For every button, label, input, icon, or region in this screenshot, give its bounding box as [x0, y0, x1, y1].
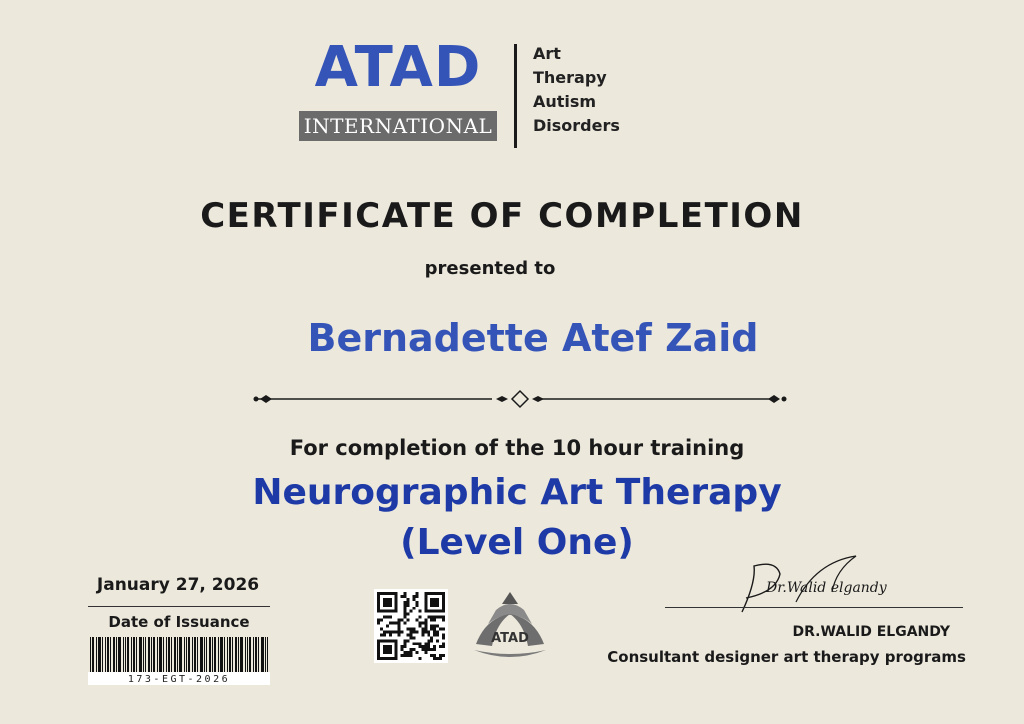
qr-cell	[424, 642, 427, 645]
qr-cell	[407, 627, 410, 630]
barcode-bar	[153, 637, 155, 672]
qr-cell	[401, 595, 404, 598]
barcode-bar	[166, 637, 167, 672]
qr-cell	[401, 648, 404, 651]
qr-cell	[424, 625, 427, 628]
qr-cell	[392, 630, 395, 633]
qr-cell	[404, 654, 407, 657]
qr-cell	[412, 627, 415, 630]
qr-cell	[427, 630, 430, 633]
barcode-bar	[258, 637, 259, 672]
completion-line: For completion of the 10 hour training	[289, 436, 745, 460]
barcode-bar	[247, 637, 248, 672]
qr-cell	[380, 627, 383, 630]
qr-cell	[430, 598, 439, 607]
qr-cell	[418, 616, 421, 619]
barcode-bar	[186, 637, 187, 672]
qr-cell	[427, 648, 430, 651]
signature-text: Dr.Walid elgandy	[766, 580, 887, 596]
barcode-bar	[123, 637, 124, 672]
qr-code-icon	[374, 589, 448, 663]
qr-cell	[401, 630, 404, 633]
qr-cell	[380, 633, 383, 636]
logo-subline: INTERNATIONAL	[299, 111, 497, 141]
barcode-bar	[267, 637, 268, 672]
emblem-text: ATAD	[491, 631, 529, 646]
qr-cell	[389, 622, 392, 625]
barcode-bar	[102, 637, 103, 672]
qr-cell	[415, 592, 418, 595]
barcode-bar	[139, 637, 142, 672]
qr-cell	[407, 598, 410, 601]
qr-cell	[430, 627, 433, 630]
barcode-bar	[261, 637, 264, 672]
barcode-bar	[171, 637, 172, 672]
barcode-bar	[145, 637, 146, 672]
qr-cell	[398, 627, 401, 630]
barcode-bar	[249, 637, 251, 672]
barcode-bar	[98, 637, 101, 672]
qr-cell	[398, 633, 401, 636]
barcode-bar	[118, 637, 121, 672]
qr-cell	[404, 651, 407, 654]
qr-cell	[398, 630, 401, 633]
logo-divider	[514, 44, 517, 148]
qr-cell	[430, 636, 433, 639]
barcode-bar	[218, 637, 219, 672]
qr-cell	[395, 630, 398, 633]
qr-cell	[436, 657, 439, 660]
qr-cell	[421, 622, 424, 625]
qr-cell	[404, 607, 407, 610]
barcode-bar	[105, 637, 106, 672]
date-underline	[88, 606, 270, 607]
qr-cell	[427, 633, 430, 636]
issuance-label: Date of Issuance	[108, 613, 250, 631]
qr-cell	[410, 636, 413, 639]
qr-cell	[436, 630, 439, 633]
issuance-date: January 27, 2026	[96, 575, 260, 595]
qr-cell	[404, 592, 407, 595]
barcode-bar	[235, 637, 237, 672]
barcode-bar	[265, 637, 266, 672]
qr-cell	[404, 601, 407, 604]
qr-cell	[410, 627, 413, 630]
qr-cell	[436, 616, 439, 619]
qr-cell	[442, 642, 445, 645]
barcode-text: 173-EGT-2026	[127, 674, 231, 685]
barcode-bar	[151, 637, 152, 672]
logo-wordmark: ATAD	[314, 35, 482, 100]
qr-cell	[442, 619, 445, 622]
qr-cell	[424, 630, 427, 633]
qr-cell	[427, 645, 430, 648]
qr-cell	[430, 619, 433, 622]
qr-cell	[412, 595, 415, 598]
qr-cell	[412, 630, 415, 633]
qr-cell	[433, 627, 436, 630]
qr-cell	[383, 630, 386, 633]
barcode-bar	[188, 637, 190, 672]
qr-cell	[377, 622, 380, 625]
barcode-bar	[220, 637, 223, 672]
barcode-bar	[113, 637, 115, 672]
qr-cell	[412, 648, 415, 651]
barcode-bar	[240, 637, 243, 672]
qr-cell	[398, 619, 401, 622]
barcode-bar	[131, 637, 132, 672]
course-title-line-2: (Level One)	[400, 522, 634, 563]
qr-cell	[412, 636, 415, 639]
qr-cell	[415, 604, 418, 607]
qr-cell	[433, 630, 436, 633]
barcode-bar	[148, 637, 150, 672]
qr-cell	[418, 610, 421, 613]
qr-cell	[436, 639, 439, 642]
qr-cell	[418, 657, 421, 660]
barcode-bar	[204, 637, 205, 672]
qr-cell	[421, 645, 424, 648]
barcode-bar	[136, 637, 137, 672]
barcode-icon	[88, 637, 270, 685]
barcode-bars	[90, 637, 268, 672]
qr-cell	[424, 622, 427, 625]
qr-cell	[427, 616, 430, 619]
qr-cell	[415, 595, 418, 598]
qr-cell	[418, 642, 421, 645]
qr-cell	[386, 616, 389, 619]
logo-tagline-line: Art	[533, 44, 561, 63]
qr-cell	[442, 616, 445, 619]
barcode-bar	[116, 637, 117, 672]
logo-tagline-line: Therapy	[533, 68, 607, 87]
certificate-title: CERTIFICATE OF COMPLETION	[200, 196, 804, 236]
presented-to-label: presented to	[424, 258, 556, 279]
qr-cell	[436, 625, 439, 628]
qr-cell	[404, 616, 407, 619]
barcode-bar	[238, 637, 239, 672]
logo-tagline-line: Autism	[533, 92, 597, 111]
qr-cell	[377, 619, 380, 622]
qr-cell	[424, 645, 427, 648]
qr-cell	[404, 622, 407, 625]
qr-cell	[383, 645, 392, 654]
qr-cell	[415, 642, 418, 645]
barcode-bar	[133, 637, 135, 672]
qr-cell	[407, 651, 410, 654]
qr-cell	[404, 639, 407, 642]
barcode-bar	[209, 637, 211, 672]
qr-cell	[407, 601, 410, 604]
signature-line	[665, 607, 963, 608]
qr-cell	[401, 645, 404, 648]
qr-cell	[389, 633, 392, 636]
qr-cell	[430, 648, 433, 651]
qr-cell	[410, 648, 413, 651]
qr-cell	[433, 625, 436, 628]
qr-cell	[433, 633, 436, 636]
qr-cell	[433, 654, 436, 657]
barcode-bar	[92, 637, 94, 672]
logo-tagline	[533, 42, 620, 138]
qr-cell	[407, 613, 410, 616]
barcode-bar	[227, 637, 228, 672]
qr-cell	[392, 622, 395, 625]
barcode-bar	[96, 637, 97, 672]
qr-cell	[418, 622, 421, 625]
qr-cell	[415, 601, 418, 604]
qr-cell	[415, 619, 418, 622]
qr-cell	[421, 627, 424, 630]
qr-cell	[389, 630, 392, 633]
qr-cell	[386, 625, 389, 628]
qr-cell	[407, 633, 410, 636]
qr-cell	[424, 627, 427, 630]
barcode-bar	[206, 637, 207, 672]
barcode-bar	[214, 637, 216, 672]
qr-cell	[424, 651, 427, 654]
barcode-bar	[127, 637, 129, 672]
qr-cell	[424, 619, 427, 622]
barcode-bar	[157, 637, 158, 672]
qr-cell	[407, 619, 410, 622]
qr-cell	[404, 613, 407, 616]
qr-cell	[410, 633, 413, 636]
barcode-bar	[159, 637, 162, 672]
logo-tagline-line: Disorders	[533, 116, 620, 135]
barcode-bar	[253, 637, 254, 672]
barcode-bar	[212, 637, 213, 672]
qr-cell	[442, 645, 445, 648]
barcode-bar	[194, 637, 196, 672]
barcode-bar	[179, 637, 182, 672]
qr-cell	[439, 657, 442, 660]
divider-ornament-icon	[252, 388, 788, 410]
barcode-bar	[224, 637, 225, 672]
barcode-bar	[143, 637, 144, 672]
qr-cell	[410, 610, 413, 613]
signer-title: Consultant designer art therapy programs	[607, 648, 966, 666]
barcode-bar	[107, 637, 109, 672]
course-title-line-1: Neurographic Art Therapy	[252, 472, 782, 513]
qr-cell	[407, 604, 410, 607]
qr-cell	[439, 645, 442, 648]
qr-cell	[436, 633, 439, 636]
qr-cell	[410, 651, 413, 654]
qr-cell	[421, 630, 424, 633]
qr-cell	[421, 633, 424, 636]
qr-cell	[415, 651, 418, 654]
signer-name: DR.WALID ELGANDY	[792, 624, 950, 640]
barcode-bar	[255, 637, 257, 672]
barcode-bar	[192, 637, 193, 672]
qr-cell	[418, 645, 421, 648]
qr-cell	[415, 630, 418, 633]
barcode-bar	[200, 637, 203, 672]
qr-cell	[412, 607, 415, 610]
barcode-bar	[229, 637, 231, 672]
qr-cell	[404, 610, 407, 613]
qr-cell	[401, 619, 404, 622]
qr-cell	[383, 616, 386, 619]
barcode-bar	[110, 637, 111, 672]
qr-cell	[398, 622, 401, 625]
qr-cell	[412, 598, 415, 601]
qr-cell	[383, 598, 392, 607]
qr-cell	[433, 657, 436, 660]
barcode-bar	[90, 637, 91, 672]
barcode-bar	[197, 637, 198, 672]
qr-cell	[410, 654, 413, 657]
qr-cell	[430, 616, 433, 619]
qr-cell	[433, 648, 436, 651]
qr-cell	[418, 625, 421, 628]
qr-cell	[430, 654, 433, 657]
qr-cell	[398, 625, 401, 628]
barcode-bar	[174, 637, 176, 672]
qr-cell	[389, 616, 392, 619]
qr-cell	[439, 627, 442, 630]
qr-cell	[407, 639, 410, 642]
qr-cell	[430, 625, 433, 628]
recipient-name: Bernadette Atef Zaid	[307, 316, 759, 360]
qr-cell	[386, 630, 389, 633]
qr-cell	[442, 633, 445, 636]
qr-cell	[439, 654, 442, 657]
barcode-bar	[245, 637, 246, 672]
qr-cell	[427, 642, 430, 645]
barcode-bar	[232, 637, 233, 672]
qr-cell	[401, 654, 404, 657]
qr-cell	[412, 642, 415, 645]
qr-cell	[424, 648, 427, 651]
qr-cell	[404, 645, 407, 648]
barcode-bar	[168, 637, 170, 672]
qr-cell	[383, 633, 386, 636]
qr-cell	[427, 639, 430, 642]
qr-cell	[442, 636, 445, 639]
qr-cell	[404, 604, 407, 607]
qr-cell	[404, 595, 407, 598]
qr-cell	[410, 630, 413, 633]
qr-cell	[433, 616, 436, 619]
barcode-bar	[163, 637, 164, 672]
qr-cell	[430, 639, 433, 642]
barcode-bar	[184, 637, 185, 672]
qr-cell	[421, 648, 424, 651]
atad-emblem-icon	[466, 588, 554, 664]
qr-cell	[404, 642, 407, 645]
qr-cell	[433, 619, 436, 622]
qr-cell	[407, 654, 410, 657]
qr-cell	[442, 654, 445, 657]
qr-cell	[433, 645, 436, 648]
qr-cell	[380, 619, 383, 622]
barcode-bar	[125, 637, 126, 672]
barcode-bar	[177, 637, 178, 672]
qr-cell	[395, 622, 398, 625]
qr-cell	[442, 627, 445, 630]
qr-cell	[439, 616, 442, 619]
